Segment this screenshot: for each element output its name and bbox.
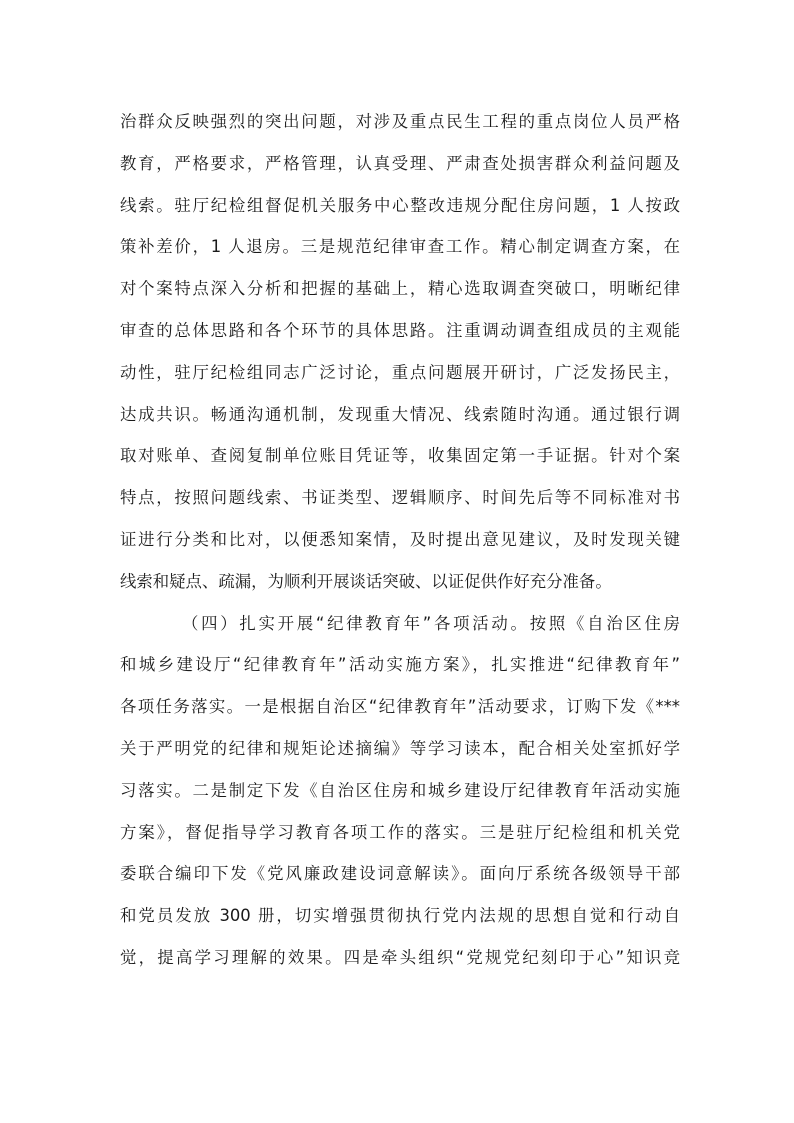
body-text [120, 101, 680, 979]
text-line: 习落实。二是制定下发《自治区住房和城乡建设厅纪律教育年活动实施 [120, 780, 680, 800]
text-line: 各项任务落实。一是根据自治区“纪律教育年”活动要求，订购下发《*** [120, 697, 680, 717]
text-line: 策补差价，1 人退房。三是规范纪律审查工作。精心制定调查方案，在 [120, 237, 680, 257]
text-line: 教育，严格要求，严格管理，认真受理、严肃查处损害群众利益问题及 [120, 153, 680, 173]
text-line: 对个案特点深入分析和把握的基础上，精心选取调查突破口，明晰纪律 [120, 279, 680, 299]
text-line: 达成共识。畅通沟通机制，发现重大情况、线索随时沟通。通过银行调 [120, 404, 680, 424]
text-line: 治群众反映强烈的突出问题，对涉及重点民生工程的重点岗位人员严格 [120, 112, 680, 131]
text-line: 委联合编印下发《党风廉政建设词意解读》。面向厅系统各级领导干部 [120, 864, 680, 884]
text-line: 关于严明党的纪律和规矩论述摘编》等学习读本，配合相关处室抓好学 [120, 738, 680, 758]
text-line: 动性，驻厅纪检组同志广泛讨论，重点问题展开研讨，广泛发扬民主， [120, 362, 680, 382]
text-line: 取对账单、查阅复制单位账目凭证等，收集固定第一手证据。针对个案 [120, 446, 680, 466]
text-line: 觉，提高学习理解的效果。四是牵头组织“党规党纪刻印于心”知识竞 [120, 947, 680, 967]
text-line: 和党员发放 300 册，切实增强贯彻执行党内法规的思想自觉和行动自 [120, 906, 680, 926]
text-line: 审查的总体思路和各个环节的具体思路。注重调动调查组成员的主观能 [120, 320, 680, 340]
section-heading-line: （四）扎实开展“纪律教育年”各项活动。按照《自治区住房 [182, 613, 680, 633]
text-line: 特点，按照问题线索、书证类型、逻辑顺序、时间先后等不同标准对书 [120, 488, 680, 508]
text-line: 和城乡建设厅“纪律教育年”活动实施方案》，扎实推进“纪律教育年” [120, 655, 680, 675]
paragraph-last-line: 线索和疑点、疏漏，为顺利开展谈话突破、以证促供作好充分准备。 [120, 571, 612, 591]
text-line: 证进行分类和比对，以便悉知案情，及时提出意见建议，及时发现关键 [120, 529, 680, 549]
text-line: 方案》，督促指导学习教育各项工作的落实。三是驻厅纪检组和机关党 [120, 822, 680, 842]
text-line: 线索。驻厅纪检组督促机关服务中心整改违规分配住房问题，1 人按政 [120, 195, 680, 215]
